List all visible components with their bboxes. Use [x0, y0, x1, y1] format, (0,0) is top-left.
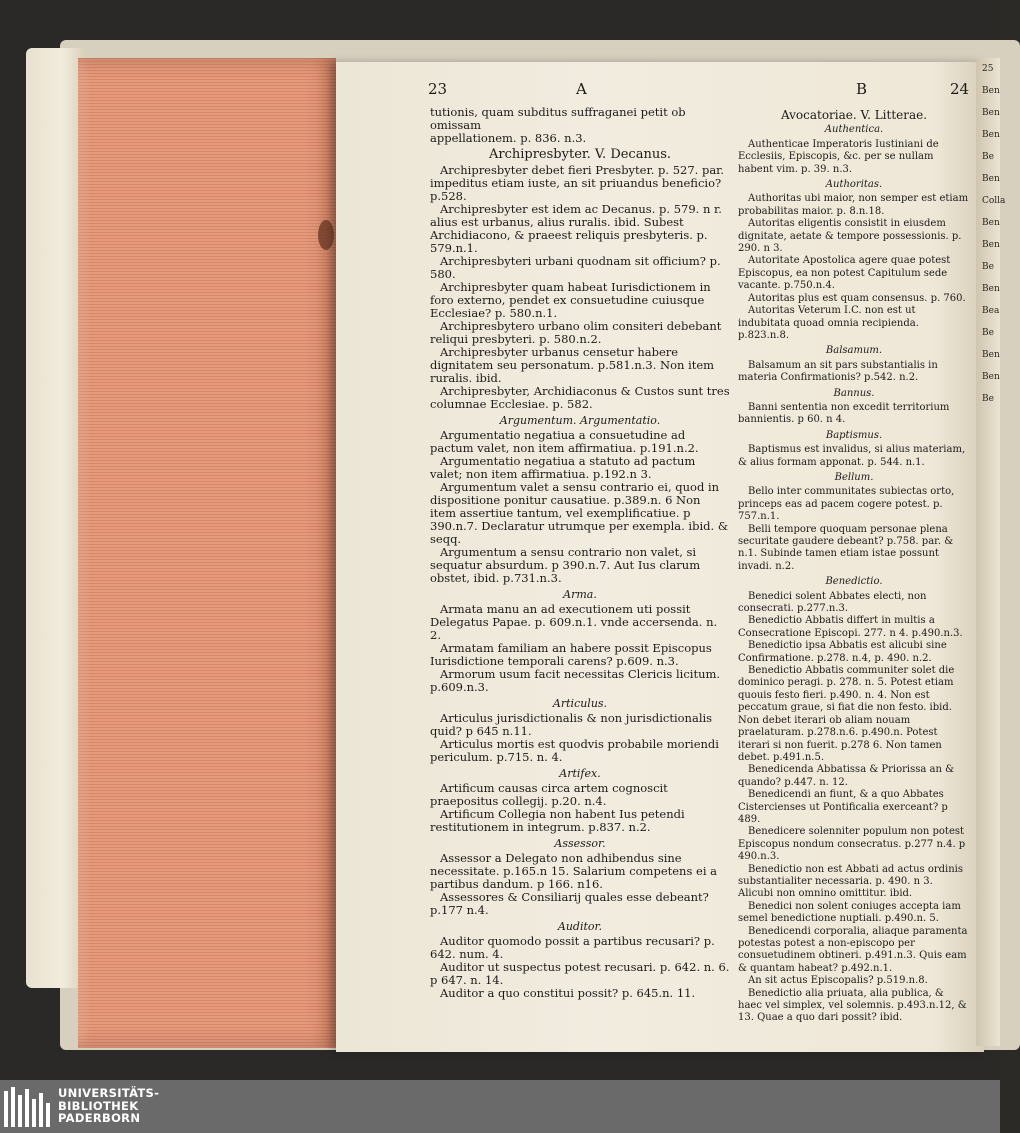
index-entry: Banni sententia non excedit territorium bannientis. p 60. n 4.	[738, 401, 950, 426]
index-entry: Articulus jurisdictionalis & non jurisdictionalis quid? p 645 n.11.	[430, 711, 713, 738]
book-spine-edge	[26, 48, 86, 988]
index-entry: Archipresbytero urbano olim consiteri debebant reliqui presbyteri. p. 580.n.2.	[430, 319, 722, 346]
index-entry: Auditor quomodo possit a partibus recusari? p. 642. num. 4.	[430, 934, 715, 961]
index-entry: Articulus mortis est quodvis probabile moriendi periculum. p.715. n. 4.	[430, 737, 719, 764]
index-entry: Benedicere solenniter populum non potest Episcopus nondum consecratus. p.277 n.4. p 490.n.3.	[738, 826, 966, 863]
index-entry: Armatam familiam an habere possit Episcopus Iurisdictione temporali carens? p.609. n.3.	[430, 641, 712, 668]
page-number-right: 24	[950, 80, 970, 98]
next-page-fragment: Ben	[982, 350, 1000, 360]
index-entry: Archipresbyter debet fieri Presbyter. p. 527. par. impeditus etiam iuste, an sit priuandus beneficio? p.528.	[430, 163, 725, 203]
index-heading: Authentica.	[824, 124, 884, 136]
index-entry: Authenticae Imperatoris Iustiniani de Ecclesiis, Episcopis, &c. per se nullam habent vim. p. 39. n.3.	[738, 138, 939, 175]
index-entry: Benedictio ipsa Abbatis est alicubi sine Confirmatione. p.278. n.4, p. 490. n.2.	[738, 640, 947, 664]
index-heading: Avocatoriae. V. Litterae.	[780, 108, 928, 122]
index-entry: Archipresbyter, Archidiaconus & Custos sunt tres columnae Ecclesiae. p. 582.	[430, 384, 730, 411]
index-heading: Bellum.	[834, 471, 874, 483]
next-page-fragment: Ben	[982, 174, 1000, 184]
index-entry: Archipresbyter quam habeat Iurisdictionem in foro externo, pendet ex consuetudine cuiusque Ecclesiae? p. 580.n.1.	[430, 280, 711, 320]
next-page-fragment: Ben	[982, 372, 1000, 382]
column-letter-b: B	[856, 80, 868, 98]
index-entry: Autoritas eligentis consistit in eiusdem dignitate, aetate & tempore possessionis. p. 290. n 3.	[738, 218, 962, 255]
index-intro-line: tutionis, quam subditus suffraganei petit ob omissam	[430, 105, 686, 132]
next-page-edge	[976, 58, 1006, 1046]
index-heading: Articulus.	[552, 697, 608, 710]
next-page-fragment: Ben	[982, 218, 1000, 228]
index-entry: Archipresbyter est idem ac Decanus. p. 579. n r. alius est urbanus, alius ruralis. ibid. Subest Archidiacono, & praeest reliquis presbyteris. p. 579.n.1.	[430, 202, 722, 255]
index-heading: Balsamum.	[825, 345, 883, 357]
index-heading: Authoritas.	[825, 179, 883, 191]
index-entry: Benedictio Abbatis differt in multis a Consecratione Episcopi. 277. n 4. p.490.n.3.	[738, 615, 963, 639]
index-heading: Assessor.	[554, 837, 606, 850]
column-letter-a: A	[576, 80, 587, 98]
next-page-fragment: Be	[982, 394, 994, 404]
index-heading: Baptismus.	[825, 429, 883, 441]
index-entry: Benedicenda Abbatissa & Priorissa an & quando? p.447. n. 12.	[738, 764, 955, 788]
next-page-fragment: Colla	[982, 196, 1006, 206]
index-heading: Bannus.	[833, 387, 875, 399]
book-page	[336, 62, 984, 1052]
index-entry: Auditor a quo constitui possit? p. 645.n. 11.	[440, 986, 696, 1000]
index-entry: Argumentatio negatiua a consuetudine ad pactum valet, non item affirmatiua. p.191.n.2.	[430, 428, 699, 455]
index-entry: Armorum usum facit necessitas Clericis licitum. p.609.n.3.	[430, 667, 721, 694]
index-entry: Assessor a Delegato non adhibendus sine necessitate. p.165.n 15. Salarium competens ei a partibus dandum. p 166. n16.	[430, 851, 718, 891]
next-page-fragment: Ben	[982, 130, 1000, 140]
index-entry: Belli tempore quoquam personae plena securitate gaudere debeant? p.758. par. & n.1. Subinde tamen etiam istae possunt invadi. n.2.	[738, 523, 954, 572]
index-entry: Archipresbyteri urbani quodnam sit officium? p. 580.	[430, 254, 721, 281]
index-entry: Assessores & Consiliarij quales esse debeant? p.177 n.4.	[430, 890, 709, 917]
next-page-fragment: Be	[982, 152, 994, 162]
index-entry: Bello inter communitates subiectas orto, princeps eas ad pacem cogere potest. p. 757.n.1.	[738, 486, 955, 523]
index-entry: Auditor ut suspectus potest recusari. p. 642. n. 6. p 647. n. 14.	[430, 960, 730, 987]
index-entry: Benedicendi corporalia, aliaque paramenta potestas potest a non-episcopo per consuetudinem obtineri. p.491.n.3. Quis eam & quantam habeat? p.492.n.1.	[738, 925, 968, 974]
next-page-fragment: Ben	[982, 86, 1000, 96]
library-logo-text	[58, 1087, 159, 1125]
index-column-b	[738, 106, 970, 1025]
library-logo-icon	[2, 1083, 52, 1131]
index-entry: Benedicendi an fiunt, & a quo Abbates Cistercienses ut Pontificalia exerceant? p 489.	[738, 789, 948, 825]
index-entry: Argumentatio negatiua a statuto ad pactum valet; non item affirmatiua. p.192.n 3.	[430, 454, 696, 481]
index-heading: Artifex.	[559, 767, 601, 780]
index-heading: Archipresbyter. V. Decanus.	[488, 147, 672, 162]
index-entry: Armata manu an ad executionem uti possit Delegatus Papae. p. 609.n.1. vnde accersenda. n. 2.	[430, 602, 718, 642]
index-entry: Benedictio Abbatis communiter solet die dominico peragi. p. 278. n. 5. Potest etiam quouis festo fieri. p.490. n. 4. Non est peccatum graue, si fiat die non festo. ibid. Non debet iterari ob aliam nouam praelaturam. p.278.n.6. p.490.n. Potest iterari si non fuerit. p.278 6. Non tamen debet. p.491.n.5.	[738, 665, 955, 763]
next-page-fragment: Be	[982, 262, 994, 272]
index-entry: Autoritas plus est quam consensus. p. 760.	[748, 292, 966, 304]
index-heading: Arma.	[563, 588, 597, 601]
index-entry: Autoritate Apostolica agere quae potest Episcopus, ea non potest Capitulum sede vacante. p.750.n.4.	[738, 255, 951, 292]
index-entry: Benedictio alia priuata, alia publica, & haec vel simplex, vel solemnis. p.493.n.12, & 13. Quae a quo dari possit? ibid.	[738, 987, 967, 1024]
index-entry: An sit actus Episcopalis? p.519.n.8.	[748, 975, 928, 987]
next-page-fragment: Be	[982, 328, 994, 338]
index-entry: Benedici non solent coniuges accepta iam semel benedictione nuptiali. p.490.n. 5.	[738, 900, 961, 925]
logo-line-3: PADERBORN	[58, 1111, 141, 1125]
index-entry: Archipresbyter urbanus censetur habere dignitatem seu personatum. p.581.n.3. Non item ruralis. ibid.	[430, 345, 715, 385]
next-page-fragment: Ben	[982, 108, 1000, 118]
index-heading: Benedictio.	[825, 576, 883, 588]
index-entry: Artificum causas circa artem cognoscit praepositus collegij. p.20. n.4.	[430, 781, 668, 808]
index-entry: Authoritas ubi maior, non semper est etiam probabilitas maior. p. 8.n.18.	[738, 193, 969, 217]
next-page-fragment: Ben	[982, 240, 1000, 250]
index-intro-line: appellationem. p. 836. n.3.	[430, 131, 587, 145]
index-entry: Benedici solent Abbates electi, non consecrati. p.277.n.3.	[738, 590, 927, 615]
index-entry: Benedictio non est Abbati ad actus ordinis substantialiter necessaria. p. 490. n 3. Alicubi non omnino omittitur. ibid.	[738, 863, 963, 900]
index-entry: Artificum Collegia non habent Ius petendi restitutionem in integrum. p.837. n.2.	[430, 807, 685, 834]
index-entry: Argumentum valet a sensu contrario ei, quod in dispositione ponitur causatiue. p.389.n. 6 Non item assertiue tantum, vel exemplificatiue. p 390.n.7. Declaratur utrumque per exempla. ibid. & seqq.	[430, 480, 729, 546]
next-page-fragment: Ben	[982, 284, 1000, 294]
index-column-a	[430, 106, 730, 1000]
index-entry: Argumentum a sensu contrario non valet, si sequatur absurdum. p 390.n.7. Aut Ius clarum obstet, ibid. p.731.n.3.	[430, 545, 701, 585]
logo-line-2: BIBLIOTHEK	[58, 1098, 139, 1113]
index-heading: Argumentum. Argumentatio.	[499, 414, 661, 427]
index-entry: Balsamum an sit pars substantialis in materia Confirmationis? p.542. n.2.	[738, 359, 938, 384]
next-page-fragment: Bea	[982, 306, 1000, 316]
logo-line-1: UNIVERSITÄTS-	[58, 1086, 160, 1100]
stain-mark	[318, 220, 334, 250]
index-entry: Baptismus est invalidus, si alius materiam, & alius formam apponat. p. 544. n.1.	[738, 444, 966, 468]
index-entry: Autoritas Veterum I.C. non est ut indubitata quoad omnia recipienda. p.823.n.8.	[738, 305, 919, 341]
book-fore-edge	[78, 58, 336, 1048]
index-heading: Auditor.	[557, 920, 603, 933]
page-number-left: 23	[428, 80, 448, 98]
next-page-fragment: 25	[982, 64, 994, 74]
